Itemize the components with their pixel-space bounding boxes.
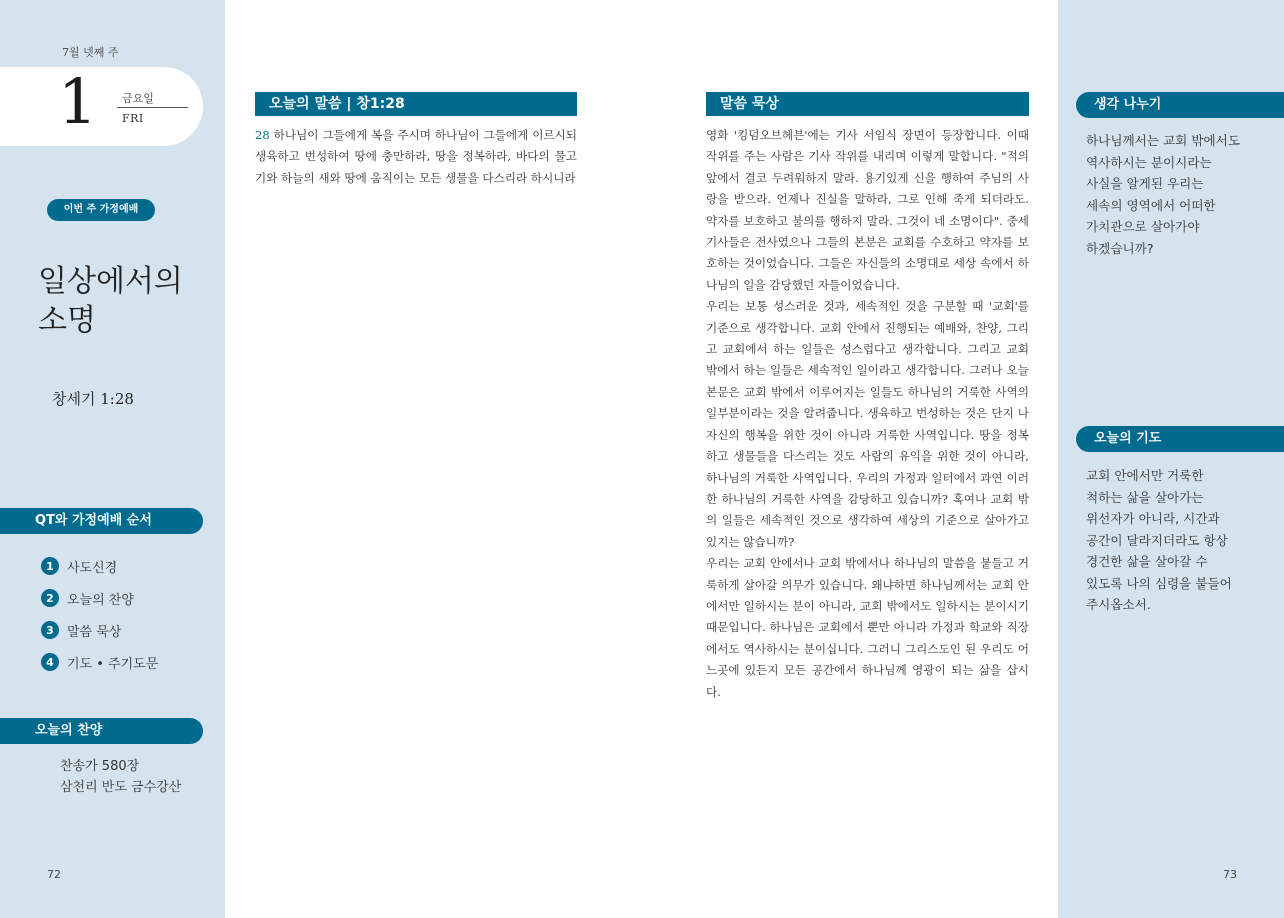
meditation-paragraph: 우리는 교회 안에서나 교회 밖에서나 하나님의 말씀을 붙들고 거룩하게 살아갈 의무가 있습니다. 왜냐하면 하나님께서는 교회 안에서만 일하시는 분이 아니라, 교회 밖에서도 일하시는 분이시기 때문입니다. 하나님은 교회에서 뿐만 아니라 가정과 학교와 직장에서도 역사하시는 분이십니다. 그러니 그리스도인 된 우리도 어느곳에 있든지 모든 공간에서 하나님께 영광이 되는 삶을 삽시다. [706,556,1029,699]
meditation-body [706,125,1029,703]
order-number-badge: 3 [41,621,59,639]
prayer-line: 주시옵소서. [1086,597,1151,612]
order-item-label: 오늘의 찬양 [67,592,134,608]
order-item [41,651,158,673]
verse-number: 28 [255,128,270,142]
hymn-info [60,756,181,798]
todays-word-header: 오늘의 말씀 | 창1:28 [255,92,577,116]
todays-word-text [255,125,577,189]
prayer-header: 오늘의 기도 [1076,426,1284,452]
sharing-line: 가치관으로 살아가야 [1086,219,1200,234]
order-item-label: 말씀 묵상 [67,624,122,640]
date-divider [117,107,188,108]
prayer-line: 위선자가 아니라, 시간과 [1086,511,1220,526]
order-number-badge: 2 [41,589,59,607]
order-item [41,587,158,609]
meditation-header: 말씀 묵상 [706,92,1029,116]
sharing-header: 생각 나누기 [1076,92,1284,118]
prayer-line: 공간이 달라지더라도 항상 [1086,532,1228,548]
hymn-title: 삼천리 반도 금수강산 [60,780,182,795]
order-item-label: 사도신경 [67,560,118,576]
meditation-paragraph: 우리는 보통 성스러운 것과, 세속적인 것을 구분할 때 '교회'를 기준으로 생각합니다. 교회 안에서 진행되는 예배와, 찬양, 그리고 교회에서 하는 일들은 성스럽다고 생각합니다. 그리고 교회 밖에서 하는 일들은 세속적인 일이라고 생각합니다. 그러나 오늘 본문은 교회 밖에서 이루어지는 일들도 하나님의 거룩한 사역의 일부분이라는 것을 알려줍니다. 생육하고 번성하는 것은 단지 나 자신의 행복을 위한 것이 아니라 거룩한 사역입니다. 땅을 정복하고 생물들을 다스리는 것도 사람의 유익을 위한 것이 아니라, 하나님의 거룩한 사역입니다. 우리의 가정과 일터에서 과연 이러한 하나님의 거룩한 사역을 감당하고 있습니까? 혹여나 교회 밖의 일들은 세속적인 것으로 생각하여 세상의 기준으로 살아가고 있지는 않습니까? [706,299,1029,549]
sharing-text [1086,130,1264,259]
family-worship-badge: 이번 주 가정예배 [47,199,155,221]
title-line-1: 일상에서의 [38,264,183,299]
prayer-line: 교회 안에서만 거룩한 [1086,468,1204,483]
order-list [41,555,158,683]
sharing-line: 하나님께서는 교회 밖에서도 [1086,133,1240,148]
page-title [38,262,218,340]
sharing-line: 사실을 알게된 우리는 [1086,176,1204,191]
prayer-line: 경건한 삶을 살아갈 수 [1086,554,1208,569]
hymn-section-header: 오늘의 찬양 [0,718,203,744]
order-number-badge: 4 [41,653,59,671]
verse-text: 하나님이 그들에게 복을 주시며 하나님이 그들에게 이르시되 생육하고 번성하여 땅에 충만하라, 땅을 정복하라, 바다의 물고기와 하늘의 새와 땅에 움직이는 모든 생물을 다스리라 하시니라 [255,128,578,185]
prayer-line: 척하는 삶을 살아가는 [1086,489,1204,505]
week-label: 7월 넷째 주 [62,46,119,59]
sharing-line: 세속의 영역에서 어떠한 [1086,197,1216,213]
meditation-paragraph: 영화 '킹덤오브헤븐'에는 기사 서임식 장면이 등장합니다. 이때 작위를 주는 사람은 기사 작위를 내리며 이렇게 말합니다. "적의 앞에서 결코 두려워하지 말라. 용기있게 신을 행하여 주님의 사랑을 받으라. 언제나 진실을 말하라, 그로 인해 죽게 되더라도. 약자를 보호하고 불의를 행하지 말라. 그것이 네 소명이다". 중세 기사들은 전사였으나 그들의 본분은 교회를 수호하고 약자를 보호하는 것이었습니다. 그들은 자신들의 소명대로 세상 속에서 하나님의 일을 감당했던 자들이었습니다. [706,128,1029,292]
prayer-line: 있도록 나의 심령을 붙들어 [1086,575,1232,591]
hymn-number: 찬송가 580장 [60,759,140,774]
order-item [41,555,158,577]
prayer-text [1086,465,1264,616]
weekday-english: FRI [122,112,144,125]
page-number-right: 73 [1223,868,1237,881]
order-item-label: 기도 • 주기도문 [67,656,159,672]
weekday-korean: 금요일 [122,92,154,105]
scripture-reference: 창세기 1:28 [52,390,134,408]
sharing-line: 하겠습니까? [1086,240,1154,256]
order-section-header: QT와 가정예배 순서 [0,508,203,534]
page-number-left: 72 [47,868,61,881]
sharing-line: 역사하시는 분이시라는 [1086,154,1212,170]
order-number-badge: 1 [41,557,59,575]
order-item [41,619,158,641]
date-number: 1 [58,65,98,138]
title-line-2: 소명 [38,303,96,338]
